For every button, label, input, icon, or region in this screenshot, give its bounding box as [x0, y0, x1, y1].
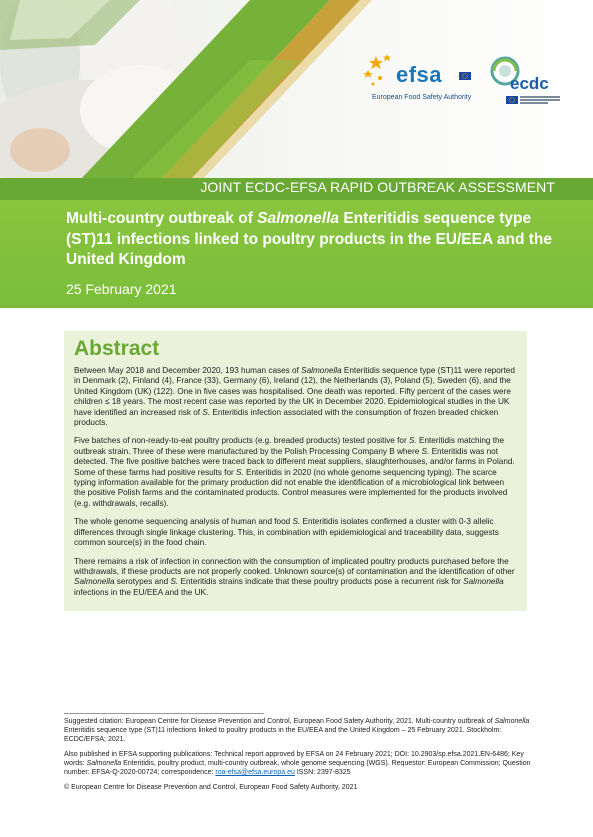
italic-term: Salmonella [74, 577, 115, 587]
eu-flag-icon [506, 96, 518, 104]
text-run: Enteritidis matching the outbreak strain. Three of these were manufactured by the Polish Processing Company B where [74, 436, 505, 456]
document-title [66, 209, 556, 271]
abstract-paragraph [74, 436, 517, 509]
text-run: Five batches of non-ready-to-eat poultry products (e.g. breaded products) tested positive for [74, 436, 409, 446]
title-italic: Salmonella [257, 210, 340, 227]
efsa-caption: European Food Safety Authority [372, 94, 472, 101]
text-run: Also published in EFSA supporting publications: Technical report approved by EFSA on 24 February 2021; DOI: 10.2903/sp.efsa.2021.EN-6486; Key words: [64, 751, 524, 767]
text-run: infections in the EU/EEA and the UK. [74, 587, 209, 597]
text-run: Between May 2018 and December 2020, 193 human cases of [74, 366, 302, 375]
email-link[interactable]: roa-efsa@efsa.europa.eu [215, 769, 295, 776]
efsa-name: efsa [396, 62, 443, 87]
italic-term: Salmonella [494, 718, 530, 725]
footer-divider [64, 713, 264, 714]
efsa-logo[interactable] [362, 52, 477, 112]
text-run: ISSN: 2397-8325 [294, 769, 351, 776]
copyright: © European Centre for Disease Prevention and Control, European Food Safety Authority, 2021 [64, 784, 358, 791]
publication-date: 25 February 2021 [66, 281, 177, 297]
abstract-paragraph [74, 557, 517, 599]
suggested-citation [64, 717, 534, 744]
report-type: JOINT ECDC-EFSA RAPID OUTBREAK ASSESSMENT [200, 179, 555, 195]
italic-term: S. [202, 407, 211, 417]
text-run: Enteritidis sequence type (ST)11 infections linked to poultry products in the EU/EEA and the United Kingdom – 25 February 2021. Stockholm: ECDC/EFSA; 2021. [64, 727, 502, 743]
ecdc-name: ecdc [510, 74, 549, 93]
ecdc-logo[interactable] [488, 52, 563, 112]
title-text-1: Multi-country outbreak of [66, 210, 258, 227]
footer [64, 713, 534, 798]
italic-term: S. [292, 517, 301, 527]
text-run: Enteritidis in 2020 (no whole genome sequencing typing). The scarce typing information available for the primary production did not enable the identification of a microbiological link between the positive Polish farms and the contaminated products. Control measures were implemented for the products involved (e.g. withdrawals, recalls). [74, 467, 508, 508]
italic-term: S. [170, 577, 179, 587]
italic-term: S. [421, 446, 430, 456]
italic-term: Salmonella [86, 760, 122, 767]
text-run: Enteritidis was not detected. The five positive batches were traced back to different meat suppliers, slaughterhouses, and/or farms in Poland. Some of these farms had positive results for [74, 446, 515, 477]
abstract-paragraph [74, 366, 517, 428]
text-run: Enteritidis isolates confirmed a cluster with 0-3 allelic differences through single linkage clustering. This, in combination with epidemiological and traceability data, suggests common source(s) in the food chain. [74, 517, 499, 548]
eu-flag-icon [459, 72, 471, 80]
title-text-2: Enteritidis sequence type (ST)11 infections linked to poultry products in the EU/EEA and the United Kingdom [66, 210, 552, 268]
text-run: Enteritidis infection associated with the consumption of frozen breaded chicken products. [74, 407, 499, 428]
italic-term: S. [408, 436, 417, 446]
abstract-paragraph [74, 517, 517, 548]
italic-term: S. [236, 467, 244, 477]
publication-info [64, 750, 534, 777]
italic-term: Salmonella [301, 366, 342, 375]
text-run: The whole genome sequencing analysis of human and food [74, 517, 293, 527]
abstract-box [64, 331, 527, 611]
text-run: Enteritidis strains indicate that these poultry products pose a recurrent risk for [178, 577, 464, 587]
ecdc-caption-lines [520, 96, 560, 104]
text-run: There remains a risk of infection in connection with the consumption of implicated poultry products purchased before the withdrawals, if these products are not properly cooked. Unknown source(s) of contamination and the identification of other [74, 556, 515, 576]
text-run: Enteritidis sequence type (ST)11 were reported in Denmark (2), Finland (4), France (33), Germany (6), Ireland (12), the Netherlands (3), Poland (5), Sweden (6), and the United Kingdom (UK) (122). One in five cases was hospitalised. One death was reported. Fifty percent of the cases were children ≤ 18 years. The most recent case was reported by the UK in December 2020. Epidemiological studies in the UK have identified an increased risk of [74, 366, 515, 417]
text-run: Suggested citation: European Centre for Disease Prevention and Control, European Food Safety Authority, 2021. Multi-country outbreak of [64, 718, 495, 725]
abstract-heading: Abstract [74, 337, 160, 360]
text-run: Enteritidis, poultry product, multi-country outbreak, whole genome sequencing (WGS). Requestor: European Commission; Question number: EFSA-Q-2020-00724; correspondence: [64, 760, 531, 776]
italic-term: Salmonella [463, 577, 504, 587]
text-run: serotypes and [114, 577, 171, 587]
